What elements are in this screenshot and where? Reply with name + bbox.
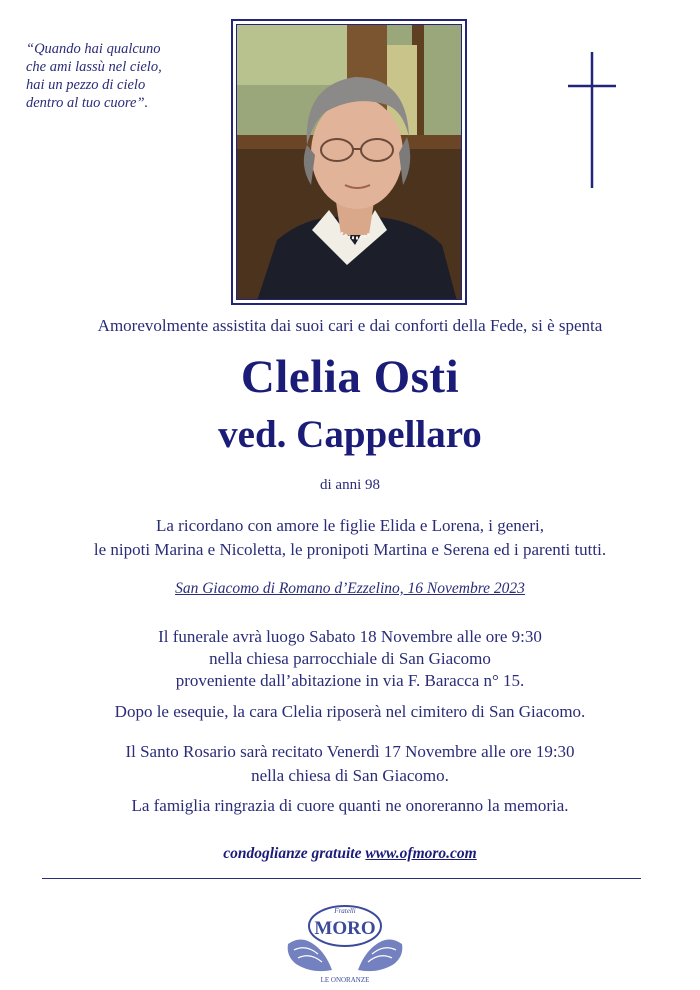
condolences [0,845,700,863]
funeral-line: proveniente dall’abitazione in via F. Baracca n° 15. [175,671,525,690]
remembered-by [0,514,700,562]
divider [42,878,641,879]
deceased-age: di anni 98 [320,477,380,493]
remembered-line: le nipoti Marina e Nicoletta, le pronipoti Martina e Serena ed i parenti tutti. [93,540,607,559]
intro-text: Amorevolmente assistita dai suoi cari e dai conforti della Fede, si è spenta [97,316,603,335]
place-date-text: San Giacomo di Romano d’Ezzelino, 16 Novembre 2023 [175,580,525,597]
condolences-link[interactable]: www.ofmoro.com [365,845,477,862]
portrait-illustration [237,25,462,300]
place-date [0,580,700,598]
funeral-line: Il funerale avrà luogo Sabato 18 Novembre alle ore 9:30 [158,627,542,646]
quote-line: “Quando hai qualcuno [26,41,161,57]
logo-name-text: MORO [314,918,376,939]
condolences-label: condoglianze gratuite [223,845,362,862]
funeral-info [0,626,700,692]
remembered-line: La ricordano con amore le figlie Elida e Lorena, i generi, [156,516,544,535]
funeral-line: nella chiesa parrocchiale di San Giacomo [209,649,491,668]
widow-of: ved. Cappellaro [218,413,482,456]
rosary-info [0,740,700,788]
portrait-frame [231,19,467,305]
burial-info: Dopo le esequie, la cara Clelia riposerà nel cimitero di San Giacomo. [114,702,586,721]
latin-cross-icon [566,52,618,188]
quote-line: che ami lassù nel cielo, [26,59,162,75]
rosary-line: nella chiesa di San Giacomo. [251,766,449,785]
logo-bottom-text: LE ONORANZE [320,976,370,984]
rosary-line: Il Santo Rosario sarà recitato Venerdì 17 Novembre alle ore 19:30 [125,742,575,761]
quote-line: hai un pezzo di cielo [26,77,146,93]
thanks-text: La famiglia ringrazia di cuore quanti ne onoreranno la memoria. [131,796,569,815]
moro-logo [282,898,408,984]
portrait-photo [236,24,462,300]
logo-top-text: Fratelli [334,907,356,915]
memorial-quote [26,40,216,112]
quote-line: dentro al tuo cuore”. [26,95,149,111]
deceased-name: Clelia Osti [240,351,460,403]
